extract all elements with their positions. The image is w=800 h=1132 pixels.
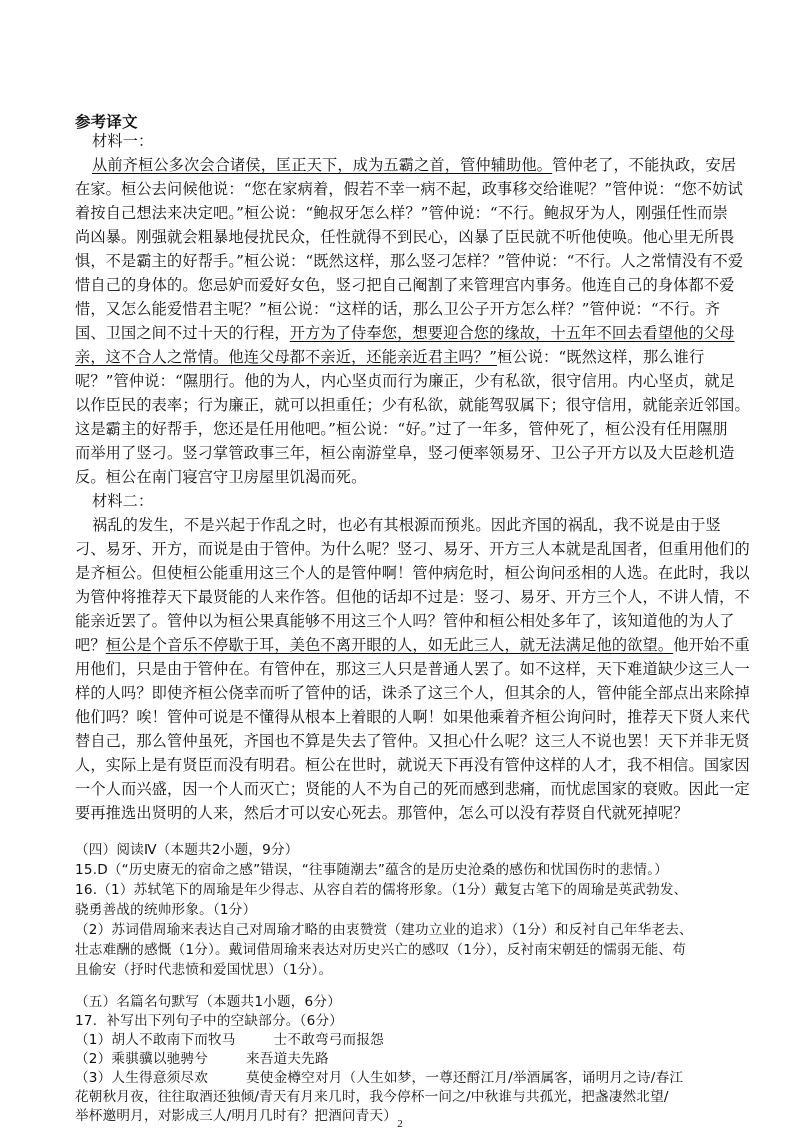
material-2-line: 要再推选出贤明的人来，然后才可以安心死去。那管仲，怎么可以没有荐贤自代就死掉呢？ [75, 804, 689, 822]
answer-line [75, 1028, 384, 1048]
material-1-line [92, 154, 736, 175]
text-run: 管仲老了，不能执政，安居 [552, 156, 737, 174]
page-number: 2 [397, 1118, 403, 1130]
text-run: （2）乘骐骥以驰骋兮 [75, 1051, 208, 1067]
answer-line: 16.（1）苏轼笔下的周瑜是年少得志、从容自若的儒将形象。（1分）戴复古笔下的周瑜是英武勃发、 [75, 882, 688, 898]
answer-line: 壮志难酬的感慨（1分）。戴词借周瑜来表达对历史兴亡的感叹（1分），反衬南宋朝廷的懦弱无能、苟 [75, 942, 687, 958]
material-1-line [75, 346, 704, 367]
material-2-line: 为管仲将推荐天下最贤能的人来作答。但他的话却不过是：竖刁、易牙、开方三个人，不讲人情，不 [75, 588, 750, 606]
section-heading: 参考译文 [75, 112, 138, 131]
answer-line: 17．补写出下列句子中的空缺部分。（6分） [75, 1013, 344, 1029]
underlined-phrase: 从前齐桓公多次会合诸侯，匡正天下，成为五霸之首，管仲辅助他。 [92, 156, 553, 174]
material-2-line: 祸乱的发生，不是兴起于作乱之时，也必有其根源而预兆。因此齐国的祸乱，我不说是由于竖 [92, 516, 721, 534]
material-1-line: 反。桓公在南门寝宫守卫房屋里饥渴而死。 [75, 468, 367, 486]
answer-line: 举杯邀明月，对影成三人/明月几时有？把酒问青天） [75, 1108, 398, 1124]
material-1-line: 这是霸主的好帮手，您还是任用他吧。”桓公说：“好。”过了一年多，管仲死了，桓公没有任用隰朋 [75, 420, 728, 438]
underlined-phrase: 亲，这不合人之常情。他连父母都不亲近，还能亲近君主吗？” [75, 348, 498, 366]
material-1-line: 呢？”管仲说：“隰朋行。他的为人，内心坚贞而行为廉正，少有私欲，很守信用。内心坚贞，就足 [75, 372, 736, 390]
answer-line: 骁勇善战的统帅形象。（1分） [75, 902, 257, 918]
text-run: 吧？ [75, 636, 106, 654]
answer-line: 且偷安（抒时代悲愤和爱国忧思）（1分）。 [75, 962, 333, 978]
section-4-title: （四）阅读Ⅳ（本题共2小题，9分） [75, 842, 299, 858]
material-2-line: 样的人吗？即使齐桓公侥幸而听了管仲的话，诛杀了这三个人，但其余的人，管仲能全部点出来除掉 [75, 684, 750, 702]
material-1-line [75, 322, 735, 343]
material-1-line: 惜，又怎么能爱惜君主呢？”桓公说：“这样的话，那么卫公子开方怎么样？”管仲说：“不行。齐 [75, 300, 721, 318]
material-1-line: 在家。桓公去问候他说：“您在家病着，假若不幸一病不起，政事移交给谁呢？”管仲说：“您不妨试 [75, 180, 743, 198]
material-2-line: 是齐桓公。但使桓公能重用这三个人的是管仲啊！管仲病危时，桓公询问丞相的人选。在此时，我以 [75, 564, 750, 582]
material-1-line: 尚凶暴。刚强就会粗暴地侵扰民众，任性就得不到民心，凶暴了臣民就不听他使唤。他心里无所畏 [75, 228, 735, 246]
material-2-label: 材料二： [92, 492, 154, 510]
text-run: （3）人生得意须尽欢 [75, 1070, 208, 1086]
text-run: 莫使金樽空对月（人生如梦，一尊还酹江月/举酒属客，诵明月之诗/春江 [246, 1070, 684, 1086]
answer-line [75, 1047, 329, 1067]
text-run: 桓公说：“既然这样，那么谁行 [497, 348, 705, 366]
material-1-line: 而举用了竖刁。竖刁掌管政事三年，桓公南游堂阜，竖刁便率领易牙、卫公子开方以及大臣趁机造 [75, 444, 735, 462]
text-run: 来吾道夫先路 [246, 1051, 329, 1067]
material-1-line: 惧，不是霸主的好帮手。”桓公说：“既然这样，那么竖刁怎样？”管仲说：“不行。人之常情没有不爱 [75, 252, 744, 270]
material-2-line: 替自己，那么管仲虽死，齐国也不算是失去了管仲。又担心什么呢？这三人不说也罢！天下并非无贤 [75, 732, 750, 750]
underlined-phrase: 桓公是个音乐不停歇于耳，美色不离开眼的人，如无此三人，就无法满足他的欲望。 [105, 636, 674, 654]
text-run: 国、卫国之间不过十天的行程， [75, 324, 290, 342]
text-run: 他开始不重 [673, 636, 750, 654]
material-1-line: 以作臣民的表率；行为廉正，就可以担重任；少有私欲，就能驾驭属下；很守信用，就能亲近邻国。 [75, 396, 750, 414]
material-1-line: 着按自己想法来决定吧。”桓公说：“鲍叔牙怎么样？”管仲说：“不行。鲍叔牙为人，刚强任性而崇 [75, 204, 728, 222]
material-2-line: 刁、易牙、开方，而说是由于管仲。为什么呢？竖刁、易牙、开方三人本就是乱国者，但重用他们的 [75, 540, 750, 558]
text-run: 士不敢弯弓而报怨 [273, 1032, 384, 1048]
underlined-phrase: 开方为了侍奉您，想要迎合您的缘故，十五年不回去看望他的父母 [289, 324, 735, 342]
material-1-label: 材料一： [92, 132, 154, 150]
answer-line: 15.D（“历史赓无的宿命之感”错误，“往事随潮去”蕴含的是历史沧桑的感伤和忧国伤时的悲情。） [75, 862, 669, 878]
answer-line: 花朝秋月夜，往往取酒还独倾/青天有月来几时，我今停杯一问之/中秋谁与共孤光，把盏凄然北望/ [75, 1089, 669, 1105]
text-run: （1）胡人不敢南下而牧马 [75, 1032, 236, 1048]
answer-line [75, 1066, 683, 1086]
material-2-line: 能亲近罢了。管仲以为桓公果真能够不用这三个人吗？管仲和桓公相处多年了，该知道他的为人了 [75, 612, 735, 630]
material-1-line: 惜自己的身体的。您忌妒而爱好女色，竖刁把自己阉割了来管理宫内事务。他连自己的身体都不爱 [75, 276, 735, 294]
material-2-line: 人，实际上是有贤臣而没有明君。桓公在世时，就说天下再没有管仲这样的人才，我不相信。国家因 [75, 756, 750, 774]
answer-line: （2）苏词借周瑜来表达自己对周瑜才略的由衷赞赏（建功立业的追求）（1分）和反衬自己年华老去、 [75, 922, 693, 938]
material-2-line: 一个人而兴盛，因一个人而灭亡；贤能的人不为自己的死而感到悲痛，而忧虑国家的衰败。因此一定 [75, 780, 750, 798]
material-2-line [75, 634, 750, 655]
section-5-title: （五）名篇名句默写（本题共1小题，6分） [75, 994, 341, 1010]
material-2-line: 用他们，只是由于管仲在。有管仲在，那这三人只是普通人罢了。如不这样，天下难道缺少这三人一 [75, 660, 750, 678]
material-2-line: 他们吗？唉！管仲可说是不懂得从根本上着眼的人啊！如果他乘着齐桓公询问时，推荐天下贤人来代 [75, 708, 750, 726]
